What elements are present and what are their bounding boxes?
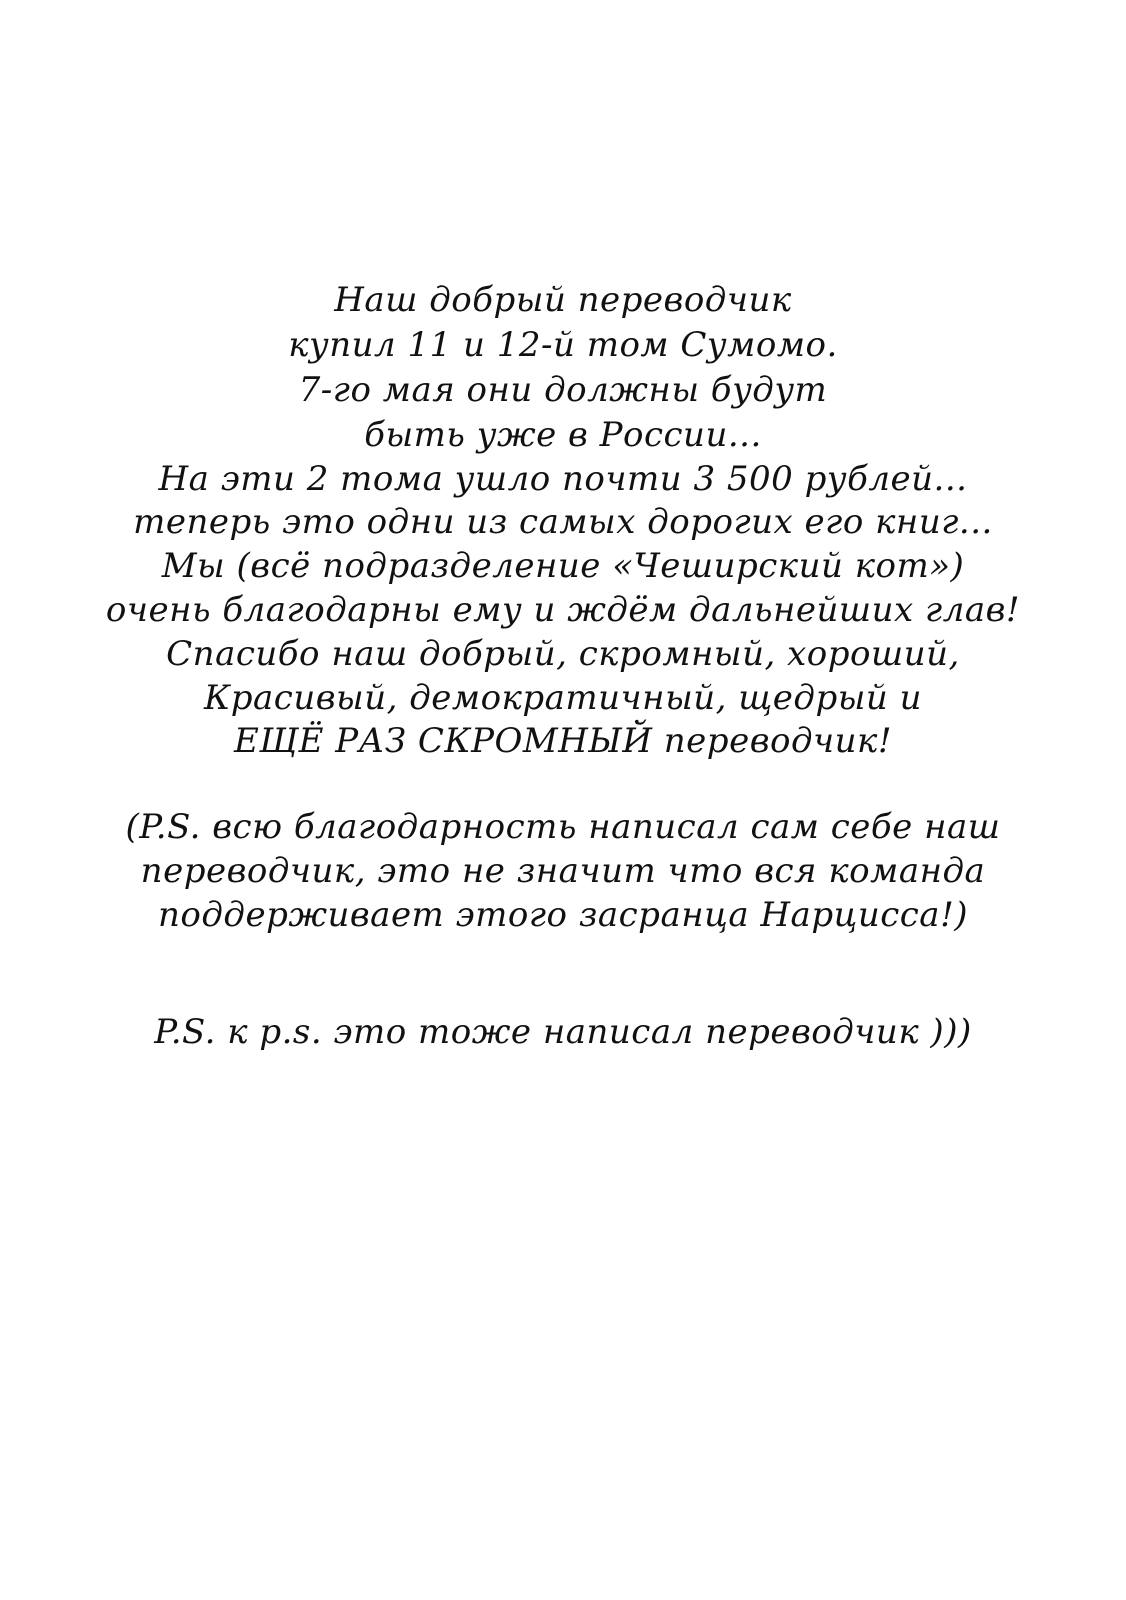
ps-line: переводчик, это не значит что вся команда <box>140 851 986 891</box>
note-line: Спасибо наш добрый, скромный, хороший, <box>166 634 960 674</box>
note-line: быть уже в России... <box>364 415 762 455</box>
ps-line: (P.S. всю благодарность написал сам себе наш <box>125 807 1001 847</box>
note-line: теперь это одни из самых дорогих его книг... <box>133 502 993 542</box>
note-line: Наш добрый переводчик <box>334 280 792 320</box>
ps-line: поддерживает этого засранца Нарцисса!) <box>157 895 968 935</box>
note-line: Красивый, демократичный, щедрый и <box>203 678 923 718</box>
note-line: На эти 2 тома ушло почти 3 500 рублей... <box>158 459 968 499</box>
note-line: Мы (всё подразделение «Чеширский кот») <box>161 546 965 586</box>
ps-of-ps-line: P.S. к p.s. это тоже написал переводчик ))) <box>154 1012 972 1052</box>
note-line: 7-го мая они должны будут <box>298 370 828 410</box>
note-line: очень благодарны ему и ждём дальнейших глав! <box>105 590 1021 630</box>
note-line: ЕЩЁ РАЗ СКРОМНЫЙ переводчик! <box>233 721 893 761</box>
note-line: купил 11 и 12-й том Сумомо. <box>288 325 838 365</box>
